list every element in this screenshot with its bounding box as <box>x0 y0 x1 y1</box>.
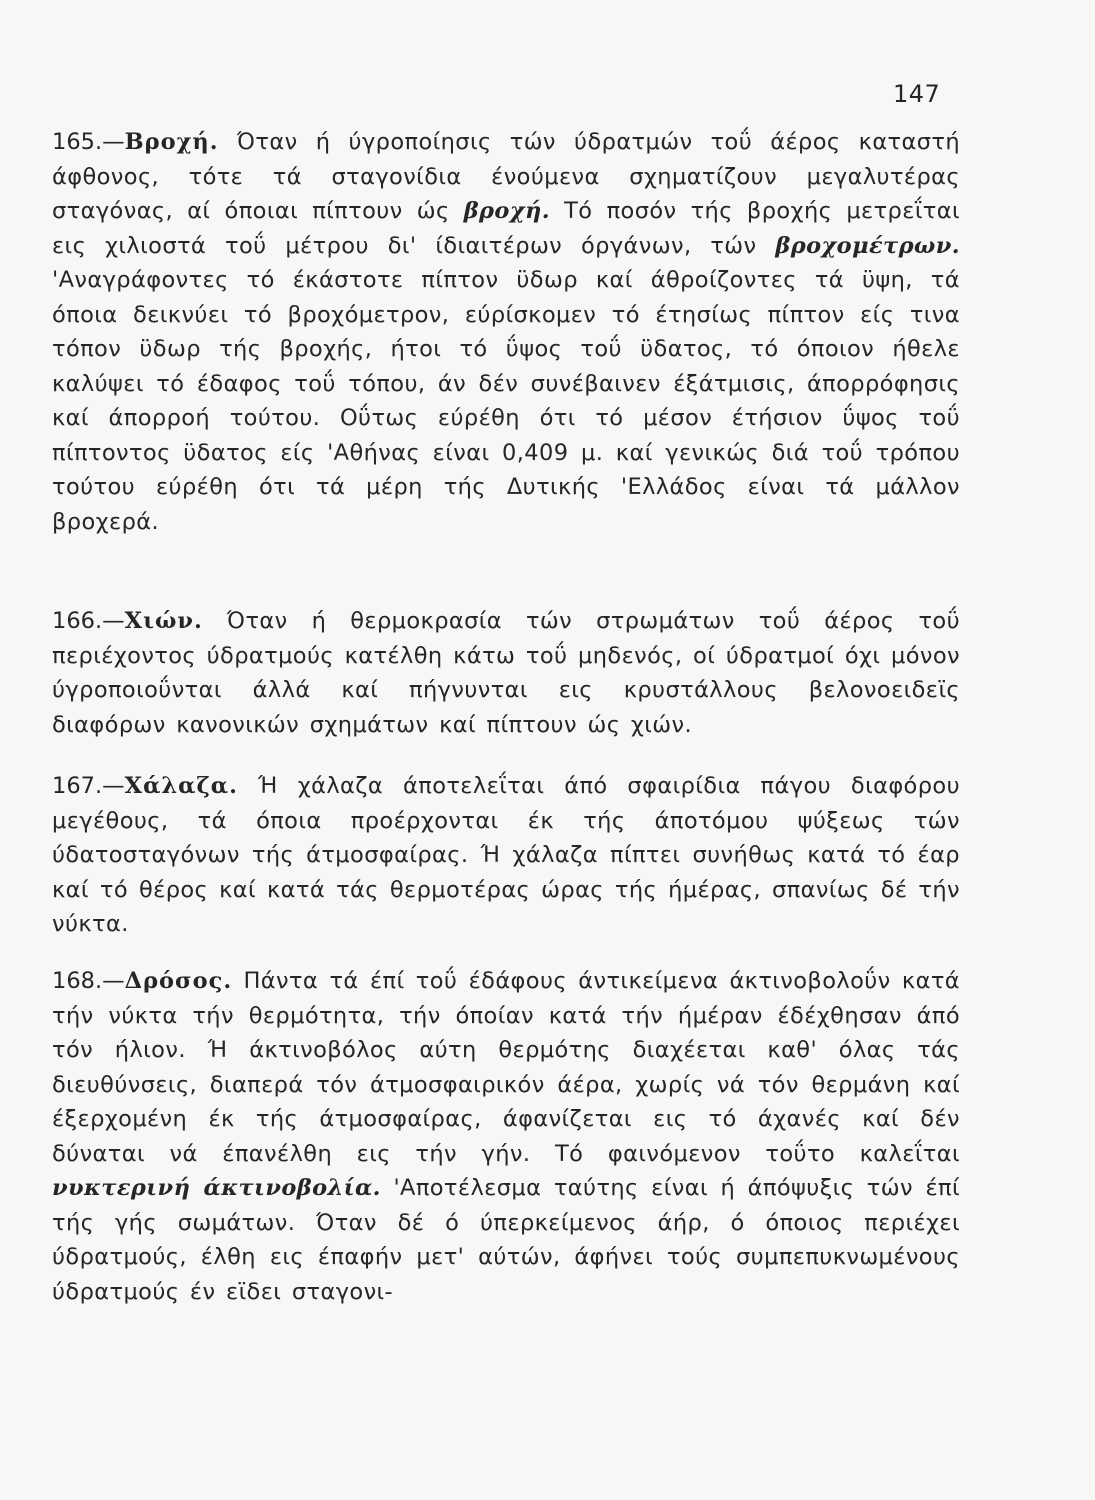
section-168-paragraph <box>52 964 960 1309</box>
section-165-paragraph <box>52 125 960 539</box>
paragraph-text: Όταν ή θερμοκρασία τών στρωμάτων τοΰ άέρος τοΰ περιέχοντος ύδρατμούς κατέλθη κάτω τοΰ μηδενός, οί ύδρατμοί όχι μόνον ύγροποιοΰνται άλλά καί πήγνυνται εις κρυστάλλους βελονοειδεϊς διαφόρων κανονικών σχημάτων καί πίπτουν ώς χιών. <box>52 608 960 738</box>
paragraph-text: Ή χάλαζα άποτελεΐται άπό σφαιρίδια πάγου διαφόρου μεγέθους, τά όποια προέρχονται έκ τής άποτόμου ψύξεως τών ύδατοσταγόνων τής άτμοσφαίρας. Ή χάλαζα πίπτει συνήθως κατά τό έαρ καί τό θέρος καί κατά τάς θερμοτέρας ώρας τής ήμέρας, σπανίως δέ τήν νύκτα. <box>52 773 960 937</box>
emphasized-term: νυκτερινή άκτινοβολία. <box>52 1175 381 1201</box>
section-heading: Χάλαζα. <box>124 773 238 799</box>
page-number: 147 <box>893 80 941 108</box>
section-number: 168.— <box>52 968 125 994</box>
section-heading: Χιών. <box>124 608 203 634</box>
section-number: 167.— <box>52 773 125 799</box>
section-heading: Βροχή. <box>124 129 219 155</box>
paragraph-text: 'Αναγράφοντες τό έκάστοτε πίπτον ϋδωρ καί άθροίζοντες τά ϋψη, τά όποια δεικνύει τό βροχόμετρον, εύρίσκομεν τό έτησίως πίπτον είς τινα τόπον ϋδωρ τής βροχής, ήτοι τό ΰψος τοΰ ϋδατος, τό όποιον ήθελε καλύψει τό έδαφος τοΰ τόπου, άν δέν συνέβαινεν έξάτμισις, άπορρόφησις καί άπορροή τούτου. Οΰτως εύρέθη ότι τό μέσον έτήσιον ΰψος τοΰ πίπτοντος ϋδατος είς 'Αθήνας είναι 0,409 μ. καί γενικώς διά τοΰ τρόπου τούτου εύρέθη ότι τά μέρη τής Δυτικής 'Ελλάδος είναι τά μάλλον βροχερά. <box>52 267 960 535</box>
emphasized-term: βροχή. <box>463 198 551 224</box>
emphasized-term: βροχομέτρων. <box>775 232 960 259</box>
section-166-paragraph <box>52 604 960 742</box>
section-number: 166.— <box>52 608 125 634</box>
paragraph-text: Πάντα τά έπί τοΰ έδάφους άντικείμενα άκτινοβολοΰν κατά τήν νύκτα τήν θερμότητα, τήν όποίαν κατά τήν ήμέραν έδέχθησαν άπό τόν ήλιον. Ή άκτινοβόλος αύτη θερμότης διαχέεται καθ' όλας τάς διευθύνσεις, διαπερά τόν άτμοσφαιρικόν άέρα, χωρίς νά τόν θερμάνη καί έξερχομένη έκ τής άτμοσφαίρας, άφανίζεται εις τό άχανές καί δέν δύναται νά έπανέλθη εις τήν γήν. Τό φαινόμενον τοΰτο καλεΐται <box>52 968 960 1167</box>
section-number: 165.— <box>52 129 125 155</box>
section-167-paragraph <box>52 769 960 942</box>
section-heading: Δρόσος. <box>124 968 233 994</box>
paragraph-text: Όταν ή ύγροποίησις τών ύδρατμών τοΰ άέρος καταστή άφθονος, τότε τά σταγονίδια ένούμενα σχηματίζουν μεγαλυτέρας σταγόνας, αί όποιαι πίπτουν ώς <box>52 129 960 224</box>
paragraph-text: 'Αποτέλεσμα ταύτης είναι ή άπόψυξις τών έπί τής γής σωμάτων. Όταν δέ ό ύπερκείμενος άήρ, ό όποιος περιέχει ύδρατμούς, έλθη εις έπαφήν μετ' αύτών, άφήνει τούς συμπεπυκνωμένους ύδρατμούς έν εϊδει σταγονι- <box>52 1175 960 1305</box>
paragraph-text: Τό ποσόν τής βροχής μετρεΐται εις χιλιοστά τοΰ μέτρου δι' ίδιαιτέρων όργάνων, τών <box>52 198 960 259</box>
